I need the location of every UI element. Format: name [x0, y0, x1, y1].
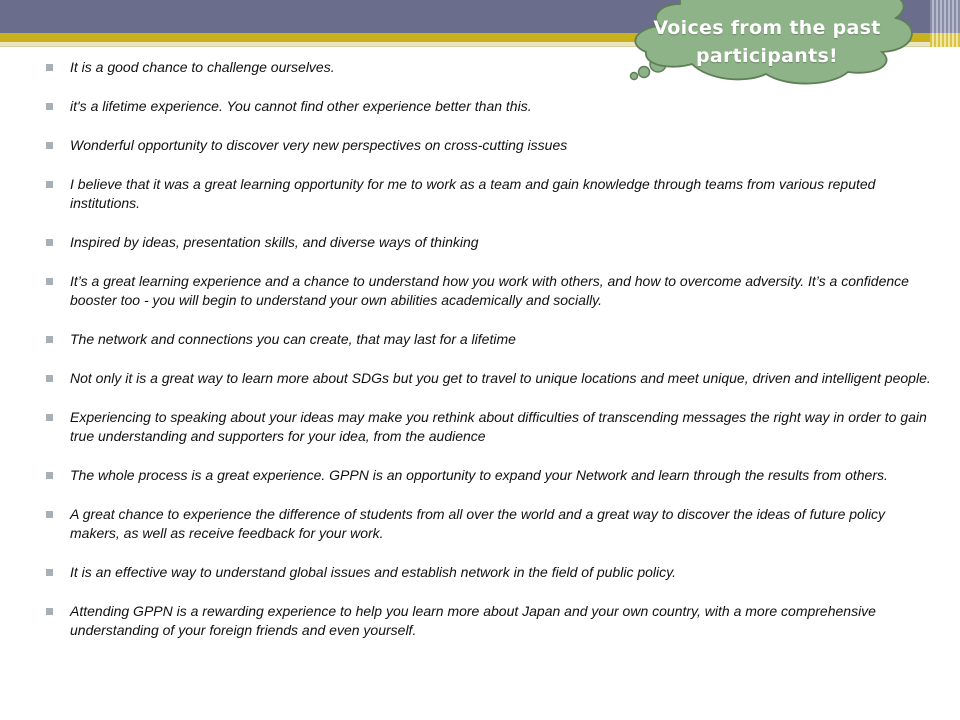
list-item-text: A great chance to experience the difference of students from all over the world and a great way to discover the ideas of future policy makers, as well as receive feedback for your work. — [70, 506, 886, 541]
list-item — [44, 369, 934, 388]
list-item — [44, 136, 934, 155]
square-bullet-icon — [46, 472, 53, 479]
list-item-text: The network and connections you can create, that may last for a lifetime — [70, 331, 516, 347]
square-bullet-icon — [46, 64, 53, 71]
square-bullet-icon — [46, 278, 53, 285]
list-item — [44, 58, 934, 77]
list-item-text: Experiencing to speaking about your ideas may make you rethink about difficulties of transcending messages the right way in order to gain true understanding and supporters for your idea, from the audience — [70, 409, 927, 444]
accent-stripes — [930, 33, 960, 47]
list-item — [44, 97, 934, 116]
list-item — [44, 408, 934, 446]
list-item — [44, 466, 934, 485]
list-item-text: I believe that it was a great learning opportunity for me to work as a team and gain knowledge through teams from various reputed institutions. — [70, 176, 876, 211]
banner-stripes — [930, 0, 960, 33]
list-item-text: Inspired by ideas, presentation skills, and diverse ways of thinking — [70, 234, 479, 250]
square-bullet-icon — [46, 336, 53, 343]
square-bullet-icon — [46, 103, 53, 110]
list-item — [44, 272, 934, 310]
callout-title: Voices from the past participants! — [653, 17, 881, 67]
square-bullet-icon — [46, 239, 53, 246]
list-item — [44, 602, 934, 640]
testimonial-list — [44, 58, 934, 660]
list-item-text: It is a good chance to challenge ourselves. — [70, 59, 335, 75]
list-item-text: It’s a great learning experience and a chance to understand how you work with others, and how to overcome adversity. It’s a confidence booster too - you will begin to understand your own abilities academically and socially. — [70, 273, 909, 308]
square-bullet-icon — [46, 511, 53, 518]
square-bullet-icon — [46, 181, 53, 188]
list-item-text: Not only it is a great way to learn more about SDGs but you get to travel to unique locations and meet unique, driven and intelligent people. — [70, 370, 931, 386]
square-bullet-icon — [46, 414, 53, 421]
list-item — [44, 330, 934, 349]
list-item — [44, 233, 934, 252]
square-bullet-icon — [46, 375, 53, 382]
list-item — [44, 505, 934, 543]
square-bullet-icon — [46, 569, 53, 576]
square-bullet-icon — [46, 608, 53, 615]
list-item-text: It is an effective way to understand global issues and establish network in the field of public policy. — [70, 564, 676, 580]
list-item — [44, 563, 934, 582]
list-item-text: it's a lifetime experience. You cannot find other experience better than this. — [70, 98, 532, 114]
square-bullet-icon — [46, 142, 53, 149]
list-item-text: Wonderful opportunity to discover very new perspectives on cross-cutting issues — [70, 137, 568, 153]
list-item-text: The whole process is a great experience. GPPN is an opportunity to expand your Network and learn through the results from others. — [70, 467, 888, 483]
list-item — [44, 175, 934, 213]
list-item-text: Attending GPPN is a rewarding experience to help you learn more about Japan and your own country, with a more comprehensive understanding of your foreign friends and even yourself. — [70, 603, 876, 638]
